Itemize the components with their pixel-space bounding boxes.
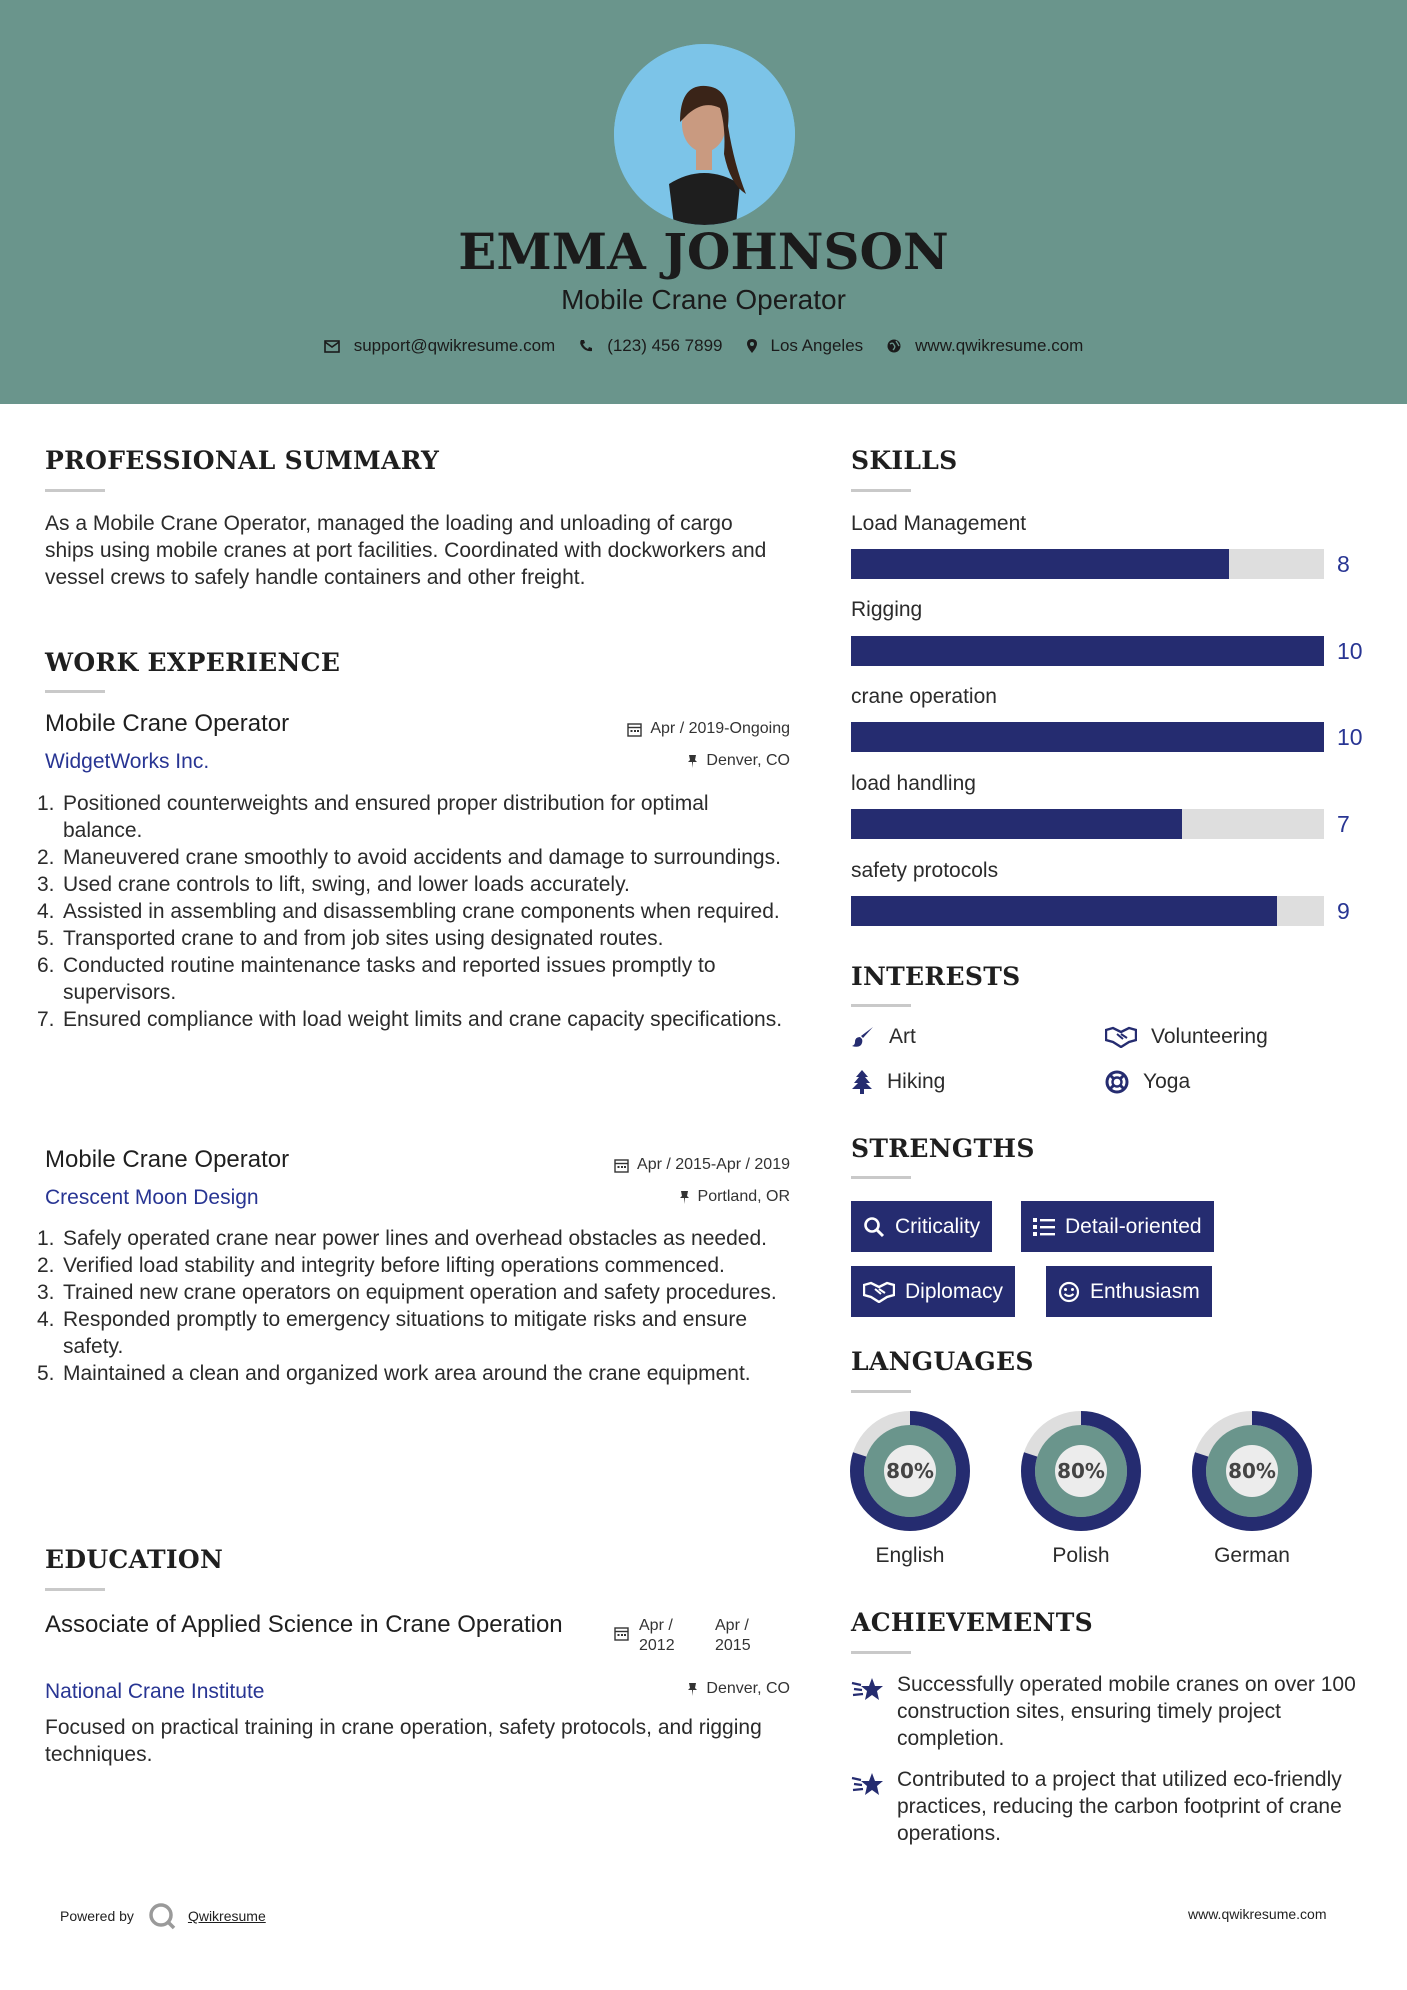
skills-heading: SKILLS: [851, 446, 958, 475]
language-gauge: [849, 1410, 971, 1537]
handshake-icon: [863, 1281, 895, 1303]
skill-value: 10: [1337, 724, 1363, 750]
education-heading: EDUCATION: [45, 1545, 224, 1574]
website-text: www.qwikresume.com: [915, 336, 1084, 355]
job-dates: Apr / 2015-Apr / 2019: [540, 1156, 790, 1174]
smile-icon: [1058, 1281, 1080, 1303]
education-location: Denver, CO: [540, 1680, 790, 1698]
strength-tag: Criticality: [851, 1201, 992, 1252]
job-location: Denver, CO: [540, 752, 790, 770]
footer-website[interactable]: www.qwikresume.com: [1188, 1906, 1327, 1922]
summary-heading: PROFESSIONAL SUMMARY: [45, 446, 440, 475]
language-gauge: [1020, 1410, 1142, 1537]
skill-value: 10: [1337, 638, 1363, 664]
interest-yoga: Yoga: [1105, 1070, 1190, 1094]
strengths-divider: [851, 1176, 911, 1179]
interests-divider: [851, 1004, 911, 1007]
skill-bar: [851, 809, 1324, 839]
skill-bar-fill: [851, 809, 1182, 839]
skill-value: 7: [1337, 811, 1350, 837]
list-item: 6. Conducted routine maintenance tasks and reported issues promptly to supervisors.: [37, 954, 716, 1004]
degree-title: Associate of Applied Science in Crane Operation: [45, 1611, 563, 1638]
email-text: support@qwikresume.com: [353, 336, 556, 355]
job-dates: Apr / 2019-Ongoing: [540, 720, 790, 738]
calendar-icon: [614, 1626, 629, 1641]
achievements-divider: [851, 1651, 911, 1654]
skill-bar: [851, 636, 1324, 666]
strengths-heading: STRENGTHS: [851, 1134, 1035, 1163]
contact-phone[interactable]: [579, 336, 722, 356]
candidate-role: Mobile Crane Operator: [561, 284, 846, 315]
list-item: 4. Assisted in assembling and disassembling crane components when required.: [37, 900, 780, 923]
skill-bar-fill: [851, 722, 1324, 752]
qwikresume-logo-icon: [148, 1902, 178, 1930]
company-name[interactable]: Crescent Moon Design: [45, 1186, 259, 1209]
interest-hiking: Hiking: [851, 1070, 945, 1094]
job-duties-list: [37, 1225, 790, 1387]
school-name[interactable]: National Crane Institute: [45, 1680, 265, 1703]
skill-label: Rigging: [851, 598, 923, 621]
list-icon: [1033, 1217, 1055, 1237]
language-percent: 80%: [1228, 1459, 1276, 1483]
education-divider: [45, 1588, 105, 1591]
calendar-icon: [627, 722, 642, 737]
tree-icon: [851, 1070, 873, 1094]
summary-text: As a Mobile Crane Operator, managed the loading and unloading of cargo ships using mobile cranes at port facilities. Coordinated with dockworkers and vessel crews to safely handle containers and other freight.: [45, 512, 767, 589]
brand-link[interactable]: Qwikresume: [187, 1908, 266, 1924]
person-avatar-icon: [614, 44, 795, 225]
experience-divider: [45, 690, 105, 693]
language-percent: 80%: [1057, 1459, 1105, 1483]
paintbrush-icon: [851, 1025, 875, 1049]
languages-heading: LANGUAGES: [851, 1347, 1034, 1376]
strength-tag: Enthusiasm: [1046, 1266, 1212, 1317]
skill-bar: [851, 896, 1324, 926]
list-item: 4. Responded promptly to emergency situations to mitigate risks and ensure safety.: [37, 1308, 748, 1358]
contact-location: [747, 336, 864, 356]
skill-value: 9: [1337, 898, 1350, 924]
experience-heading: WORK EXPERIENCE: [45, 648, 341, 677]
job-title: Mobile Crane Operator: [45, 710, 290, 737]
job-title: Mobile Crane Operator: [45, 1146, 290, 1173]
list-item: 2. Maneuvered crane smoothly to avoid accidents and damage to surroundings.: [37, 846, 781, 869]
skills-divider: [851, 489, 911, 492]
resume-header: [0, 0, 1407, 404]
skill-bar-fill: [851, 636, 1324, 666]
language-name: Polish: [1052, 1544, 1110, 1567]
achievement-item: [851, 1671, 1371, 1752]
language-ring: [849, 1410, 971, 1532]
contact-email[interactable]: [324, 336, 556, 356]
location-text: Los Angeles: [770, 336, 864, 355]
pushpin-icon: [687, 1682, 698, 1697]
achievement-text: Contributed to a project that utilized eco-friendly practices, reducing the carbon footprint of crane operations.: [897, 1768, 1342, 1845]
lifering-icon: [1105, 1070, 1129, 1094]
contact-website[interactable]: [887, 336, 1083, 356]
candidate-name: EMMA JOHNSON: [458, 222, 949, 281]
achievements-heading: ACHIEVEMENTS: [851, 1608, 1093, 1637]
skill-bar: [851, 549, 1324, 579]
language-ring: [1020, 1410, 1142, 1532]
strength-tag: Diplomacy: [851, 1266, 1015, 1317]
company-name[interactable]: WidgetWorks Inc.: [45, 750, 210, 773]
skill-label: load handling: [851, 772, 976, 795]
education-start: Apr / 2012: [639, 1617, 675, 1654]
list-item: 2. Verified load stability and integrity before lifting operations commenced.: [37, 1254, 725, 1277]
list-item: 3. Used crane controls to lift, swing, and lower loads accurately.: [37, 873, 630, 896]
shooting-star-icon: [851, 1770, 885, 1798]
skill-bar: [851, 722, 1324, 752]
powered-by-label: Powered by: [60, 1908, 134, 1924]
list-item: 1. Positioned counterweights and ensured proper distribution for optimal balance.: [37, 792, 709, 842]
skill-label: safety protocols: [851, 859, 999, 882]
list-item: 7. Ensured compliance with load weight limits and crane capacity specifications.: [37, 1008, 783, 1031]
achievement-item: [851, 1766, 1371, 1847]
map-pin-icon: [747, 339, 757, 353]
footer-powered-by: [60, 1902, 266, 1930]
envelope-icon: [324, 340, 340, 353]
globe-icon: [887, 339, 901, 353]
pushpin-icon: [687, 754, 698, 769]
language-percent: 80%: [886, 1459, 934, 1483]
summary-divider: [45, 489, 105, 492]
list-item: 1. Safely operated crane near power lines and overhead obstacles as needed.: [37, 1227, 767, 1250]
contact-bar: [0, 336, 1407, 356]
phone-text: (123) 456 7899: [607, 336, 723, 355]
profile-photo: [614, 44, 795, 225]
skill-label: Load Management: [851, 512, 1027, 535]
education-dates: [614, 1616, 775, 1656]
handshake-icon: [1105, 1026, 1137, 1048]
skill-bar-fill: [851, 549, 1229, 579]
language-ring: [1191, 1410, 1313, 1532]
education-description: Focused on practical training in crane operation, safety protocols, and rigging techniques.: [45, 1716, 762, 1766]
phone-icon: [579, 339, 593, 353]
interests-heading: INTERESTS: [851, 962, 1021, 991]
strength-tag: Detail-oriented: [1021, 1201, 1214, 1252]
languages-divider: [851, 1390, 911, 1393]
language-name: German: [1214, 1544, 1290, 1567]
skill-label: crane operation: [851, 685, 997, 708]
skill-bar-fill: [851, 896, 1277, 926]
language-gauge: [1191, 1410, 1313, 1537]
search-icon: [863, 1216, 885, 1238]
calendar-icon: [614, 1158, 629, 1173]
list-item: 3. Trained new crane operators on equipment operation and safety procedures.: [37, 1281, 777, 1304]
education-end: Apr / 2015: [715, 1617, 751, 1654]
achievement-text: Successfully operated mobile cranes on over 100 construction sites, ensuring timely project completion.: [897, 1673, 1356, 1750]
skill-value: 8: [1337, 551, 1350, 577]
job-location: Portland, OR: [540, 1188, 790, 1206]
shooting-star-icon: [851, 1675, 885, 1703]
pushpin-icon: [679, 1190, 690, 1205]
job-duties-list: [37, 790, 790, 1033]
list-item: 5. Transported crane to and from job sites using designated routes.: [37, 927, 664, 950]
interest-art: Art: [851, 1025, 916, 1049]
interest-volunteering: Volunteering: [1105, 1025, 1268, 1049]
list-item: 5. Maintained a clean and organized work area around the crane equipment.: [37, 1362, 751, 1385]
language-name: English: [875, 1544, 945, 1567]
